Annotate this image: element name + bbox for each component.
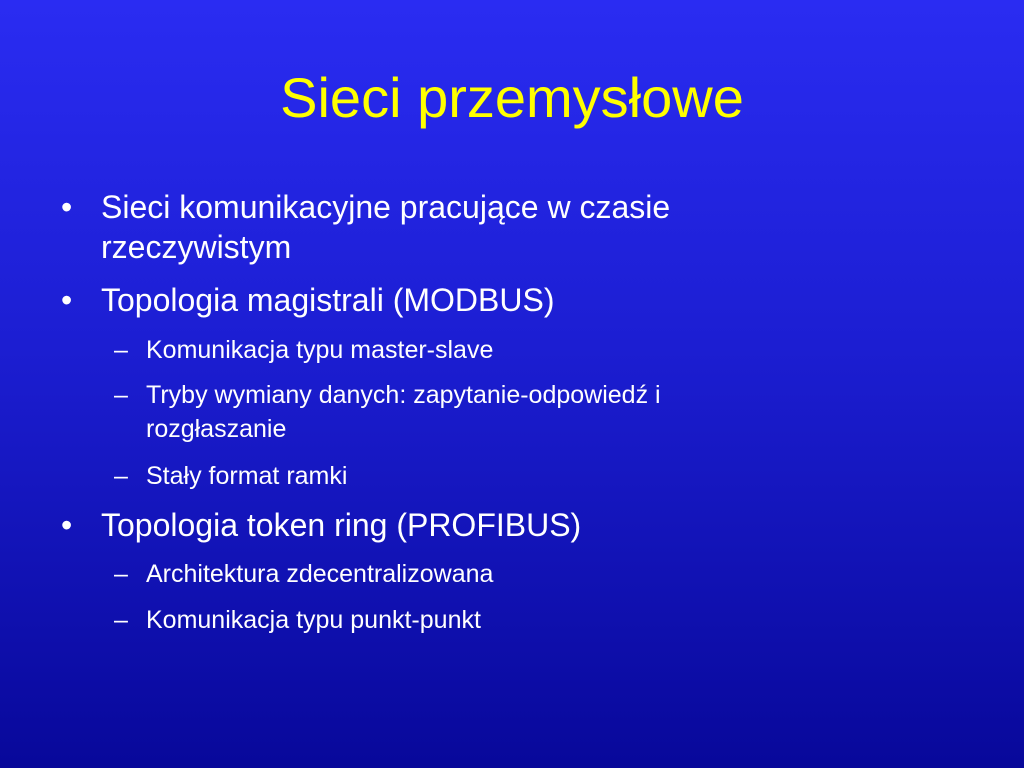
- sub-bullet-item: [114, 333, 494, 367]
- sub-bullet-marker: –: [114, 336, 128, 364]
- sub-bullet-item: [114, 557, 494, 591]
- slide-title: Sieci przemysłowe: [280, 66, 744, 129]
- bullet-text-line: Sieci komunikacyjne pracujące w czasie: [101, 189, 671, 225]
- bullet-item: [61, 187, 671, 267]
- sub-bullet-item: [114, 603, 481, 637]
- sub-bullet-text-line: rozgłaszanie: [146, 415, 287, 443]
- sub-bullet-text-line: Architektura zdecentralizowana: [146, 560, 494, 588]
- bullet-marker: •: [61, 189, 73, 225]
- sub-bullet-item: [114, 459, 348, 493]
- sub-bullet-text-line: Tryby wymiany danych: zapytanie-odpowiedź i: [146, 381, 661, 409]
- sub-bullet-text-line: Komunikacja typu punkt-punkt: [146, 606, 481, 634]
- bullet-text-line: Topologia magistrali (MODBUS): [101, 282, 555, 318]
- bullet-text-line: Topologia token ring (PROFIBUS): [101, 507, 582, 543]
- sub-bullet-marker: –: [114, 462, 128, 490]
- sub-bullet-item: [114, 378, 661, 446]
- bullet-marker: •: [61, 282, 73, 318]
- sub-bullet-marker: –: [114, 381, 128, 409]
- bullet-marker: •: [61, 507, 73, 543]
- bullet-text-line: rzeczywistym: [101, 229, 292, 265]
- bullet-item: [61, 505, 582, 545]
- sub-bullet-text-line: Komunikacja typu master-slave: [146, 336, 494, 364]
- bullet-item: [61, 280, 555, 320]
- sub-bullet-marker: –: [114, 606, 128, 634]
- sub-bullet-text-line: Stały format ramki: [146, 462, 348, 490]
- sub-bullet-marker: –: [114, 560, 128, 588]
